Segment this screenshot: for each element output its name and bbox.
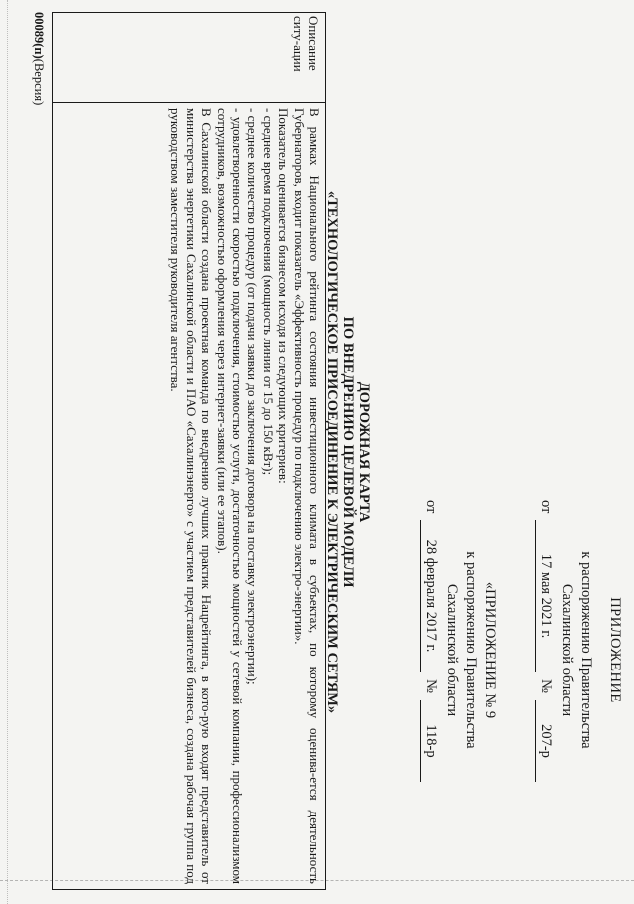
appendix9-from-label: от — [423, 500, 439, 514]
list-item: - удовлетворенности скоростью подключения, стоимостью услуги, достаточностью мощностей у сетевой компании, профессионализмом сотрудников, возможностью оформления через интернет-заявки (или ее этапов). — [214, 108, 245, 884]
paragraph: Показатель оценивается бизнесом исходя из следующих критериев: — [276, 108, 292, 484]
appendix-from-label: от — [538, 500, 554, 514]
appendix9-line-2: Сахалинской области — [444, 583, 460, 717]
table-cell-description — [53, 103, 325, 889]
appendix9-number: 118-р — [420, 700, 440, 782]
document-title — [324, 40, 372, 864]
appendix9-number-sign: № — [423, 679, 439, 693]
appendix9-line-1: к распоряжению Правительства — [463, 551, 479, 749]
version-note — [31, 12, 46, 105]
appendix-number-sign: № — [538, 679, 554, 693]
appendix-header — [535, 500, 624, 800]
version-label: (Версия) — [32, 58, 46, 106]
table-row-header: Описание ситу-ации — [53, 13, 325, 103]
appendix-title: ПРИЛОЖЕНИЕ — [607, 597, 623, 703]
appendix9-date: 28 февраля 2017 г. — [420, 520, 440, 672]
roadmap-table — [52, 12, 326, 890]
appendix-line-1: к распоряжению Правительства — [578, 551, 594, 749]
document-title-line-3: «ТЕХНОЛОГИЧЕСКОЕ ПРИСОЕДИНЕНИЕ К ЭЛЕКТРИЧЕСКИМ СЕТЯМ» — [324, 190, 340, 714]
paragraph: В рамках Национального рейтинга состояния инвестиционного климата в субъектах, по которому оценива-ется деятельность Губернаторов, входит показатель «Эффективность процедур по подключению электро-энергии». — [291, 108, 322, 884]
paragraph: В Сахалинской области создана проектная команда по внедрению лучших практик Нацрейтинга, в кото-рую входят представитель от министерства энергетики Сахалинской области и ПАО «Сахалинэнерго» с участием представителей бизнеса, создана рабочая группа под руководством заместителя руководителя агентства. — [168, 108, 215, 884]
appendix-date-row — [535, 500, 555, 800]
list-item: - среднее время подключения (мощность линии от 15 до 150 кВт); — [260, 108, 276, 476]
appendix9-header — [420, 500, 499, 800]
appendix-line-2: Сахалинской области — [559, 583, 575, 717]
list-item: - среднее количество процедур (от подачи заявки до заключения договора на поставку электроэнергии); — [245, 108, 261, 685]
appendix-date: 17 мая 2021 г. — [535, 520, 555, 672]
document-title-line-1: ДОРОЖНАЯ КАРТА — [356, 381, 372, 523]
scan-edge-dots — [7, 0, 8, 904]
appendix-number: 207-р — [535, 700, 555, 782]
appendix9-date-row — [420, 500, 440, 800]
version-code: 00089(п) — [32, 12, 46, 59]
document-title-line-2: ПО ВНЕДРЕНИЮ ЦЕЛЕВОЙ МОДЕЛИ — [340, 316, 356, 588]
appendix9-title: «ПРИЛОЖЕНИЕ № 9 — [482, 581, 498, 719]
